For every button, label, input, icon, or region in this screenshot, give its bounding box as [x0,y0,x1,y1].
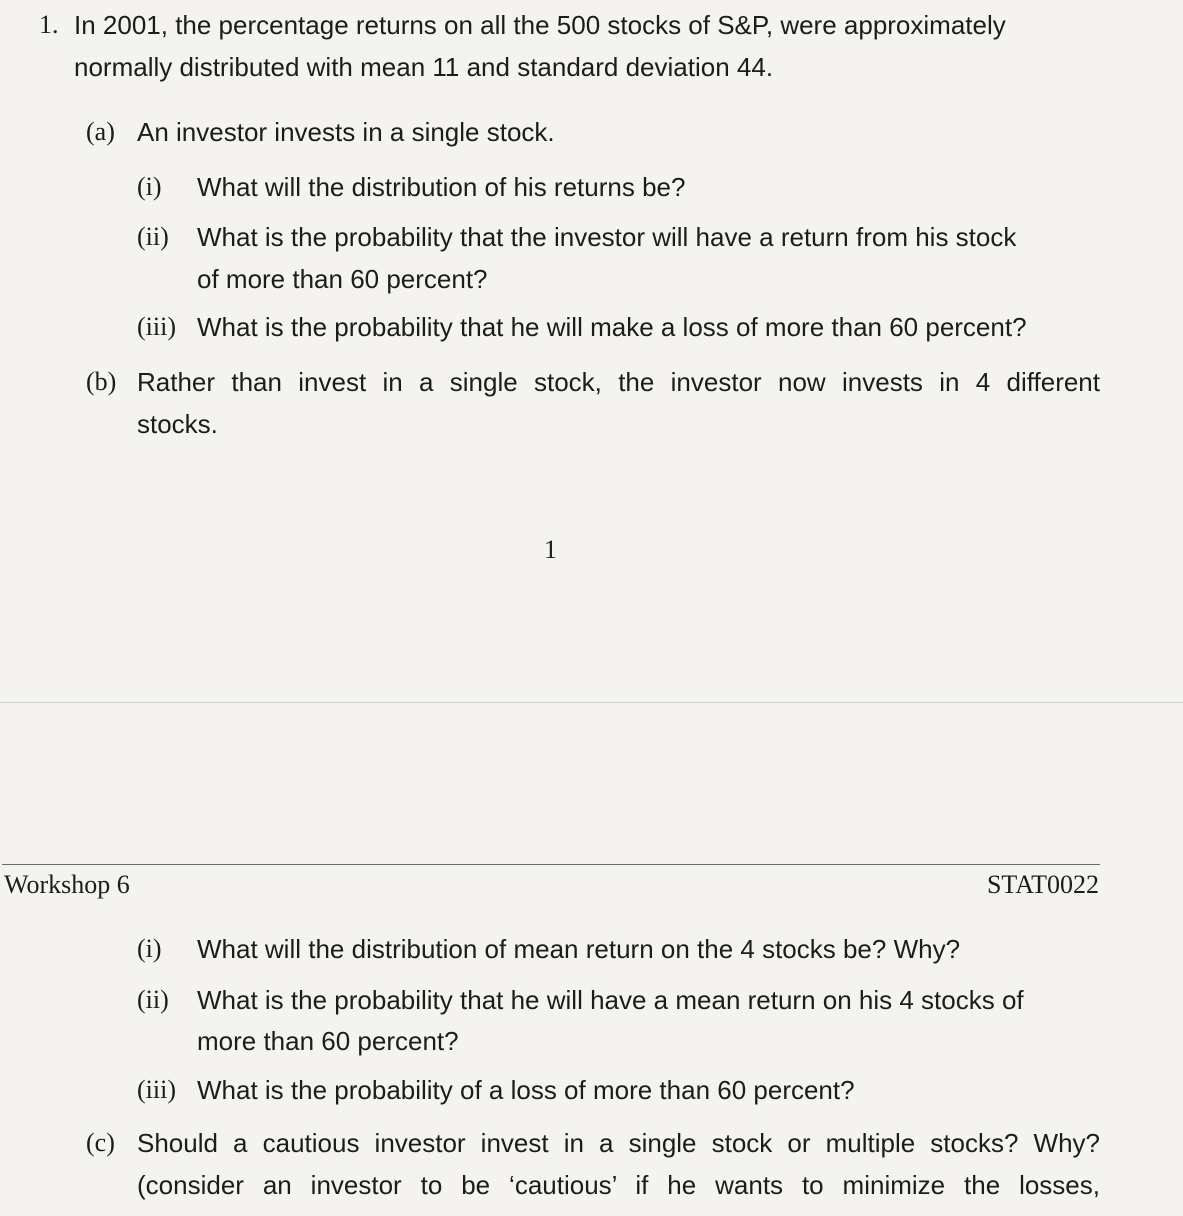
question-text-line1: In 2001, the percentage returns on all the 500 stocks of S&P, were approximately [74,10,1006,40]
part-b-label: (b) [86,367,117,396]
part-a-label: (a) [86,117,115,146]
part-b-ii-line2: more than 60 percent? [197,1026,459,1056]
part-a-i-text: What will the distribution of his returns be? [197,172,686,202]
part-a-text: An investor invests in a single stock. [137,117,555,147]
page-break-divider [0,702,1183,703]
part-b-i-text: What will the distribution of mean return on the 4 stocks be? Why? [197,934,961,964]
part-c-label: (c) [86,1128,115,1157]
part-a-ii-line1: What is the probability that the investor will have a return from his stock [197,222,1017,252]
part-c-line1: Should a cautious investor invest in a single stock or multiple stocks? Why? [137,1128,1100,1158]
part-a-iii-label: (iii) [137,312,176,341]
part-a-i-label: (i) [137,172,162,201]
part-c-line2: (consider an investor to be ‘cautious’ if he wants to minimize the losses, [137,1170,1100,1200]
part-a-ii-label: (ii) [137,222,169,251]
part-b-ii-line1: What is the probability that he will have a mean return on his 4 stocks of [197,985,1024,1015]
header-right: STAT0022 [986,870,1099,899]
question-text-line2: normally distributed with mean 11 and standard deviation 44. [74,52,774,82]
part-b-iii-text: What is the probability of a loss of more than 60 percent? [197,1075,855,1105]
question-number: 1. [39,10,59,39]
part-a-ii-line2: of more than 60 percent? [197,264,488,294]
header-rule [2,864,1100,865]
part-b-i-label: (i) [137,934,162,963]
part-b-line1: Rather than invest in a single stock, the investor now invests in 4 different [137,367,1100,397]
page-number: 1 [544,535,557,564]
part-b-iii-label: (iii) [137,1075,176,1104]
part-b-line2: stocks. [137,409,218,439]
part-a-iii-text: What is the probability that he will make a loss of more than 60 percent? [197,312,1027,342]
part-b-ii-label: (ii) [137,985,169,1014]
header-left: Workshop 6 [4,870,130,899]
